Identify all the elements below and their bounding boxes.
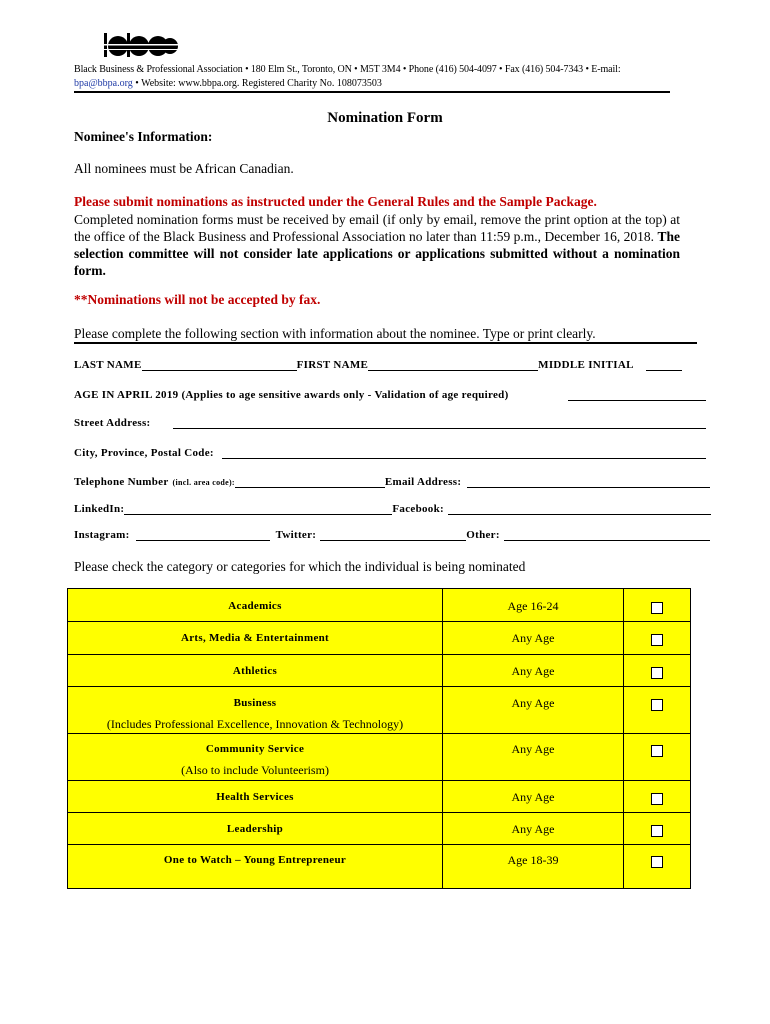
city-label: City, Province, Postal Code:: [74, 447, 214, 459]
phone-row: [74, 475, 710, 488]
first-name-field[interactable]: [368, 358, 538, 371]
facebook-label: Facebook:: [392, 503, 444, 515]
checkbox-cell: [624, 813, 691, 845]
age-label: AGE IN APRIL 2019 (Applies to age sensitive awards only - Validation of age required): [74, 389, 509, 401]
name-row: [74, 358, 706, 371]
age-cell: Any Age: [443, 687, 624, 734]
deadline-paragraph: [74, 211, 680, 279]
category-checkbox-health[interactable]: [651, 793, 663, 805]
last-name-field[interactable]: [142, 358, 297, 371]
table-row: [68, 655, 691, 687]
eligibility-text: All nominees must be African Canadian.: [74, 161, 294, 176]
table-row: [68, 622, 691, 655]
middle-initial-field[interactable]: [646, 358, 682, 371]
email-label: Email Address:: [384, 476, 462, 488]
category-cell: [68, 687, 443, 734]
checkbox-cell: [624, 845, 691, 889]
category-cell: [68, 845, 443, 889]
street-field[interactable]: [173, 416, 706, 429]
age-cell: Age 18-39: [443, 845, 624, 889]
category-checkbox-one-to-watch[interactable]: [651, 856, 663, 868]
complete-instruction: Please complete the following section with information about the nominee. Type or print clearly.: [74, 326, 596, 341]
street-row: [74, 416, 706, 429]
late-text: The selection committee will not consider late applications or applications submitted without a nomination form.: [74, 229, 681, 278]
linkedin-label: LinkedIn:: [74, 503, 125, 515]
checkbox-cell: [624, 734, 691, 781]
table-row: [68, 687, 691, 734]
middle-initial-label: MIDDLE INITIAL: [538, 359, 634, 371]
bbpa-logo: [102, 32, 178, 58]
email-link[interactable]: bpa@bbpa.org: [74, 78, 133, 89]
org-contact-line: Black Business & Professional Association • 180 Elm St., Toronto, ON • M5T 3M4 • Phone (416) 504-4097 • Fax (416) 504-7343 • E-mail:: [74, 64, 621, 75]
table-row: [68, 781, 691, 813]
checkbox-cell: [624, 781, 691, 813]
age-row: [74, 388, 706, 401]
telephone-note: (incl. area code):: [172, 478, 235, 487]
category-cell: [68, 589, 443, 622]
website-text: • Website: www.bbpa.org. Registered Charity No. 108073503: [132, 78, 382, 89]
category-cell: [68, 622, 443, 655]
table-row: [68, 589, 691, 622]
street-label: Street Address:: [74, 417, 151, 429]
checkbox-cell: [624, 589, 691, 622]
other-label: Other:: [466, 529, 500, 541]
page-title: Nomination Form: [327, 110, 443, 126]
email-field[interactable]: [467, 475, 710, 488]
category-checkbox-business[interactable]: [651, 699, 663, 711]
other-field[interactable]: [504, 528, 710, 541]
telephone-label: Telephone Number: [74, 476, 169, 488]
twitter-label: Twitter:: [275, 529, 317, 541]
facebook-field[interactable]: [448, 502, 711, 515]
age-cell: Any Age: [443, 781, 624, 813]
instagram-field[interactable]: [136, 528, 270, 541]
org-contact-line-2: [74, 78, 382, 89]
category-name: Academics: [228, 600, 282, 612]
checkbox-cell: [624, 655, 691, 687]
first-name-label: FIRST NAME: [296, 359, 369, 371]
social-row-2: [74, 528, 710, 541]
category-subtext: (Includes Professional Excellence, Innovation & Technology): [106, 717, 404, 731]
nominee-heading: Nominee's Information:: [74, 129, 213, 144]
age-field[interactable]: [568, 388, 706, 401]
telephone-field[interactable]: [235, 475, 385, 488]
city-field[interactable]: [222, 446, 706, 459]
table-row: [68, 813, 691, 845]
category-cell: [68, 734, 443, 781]
age-cell: Age 16-24: [443, 589, 624, 622]
category-name: Athletics: [232, 665, 278, 677]
category-name: Arts, Media & Entertainment: [180, 632, 330, 644]
checkbox-cell: [624, 622, 691, 655]
category-cell: [68, 813, 443, 845]
categories-intro: Please check the category or categories for which the individual is being nominated: [74, 559, 526, 574]
category-cell: [68, 655, 443, 687]
age-cell: Any Age: [443, 655, 624, 687]
table-row: [68, 734, 691, 781]
category-checkbox-arts[interactable]: [651, 634, 663, 646]
city-row: [74, 446, 706, 459]
category-name: Community Service: [205, 743, 305, 755]
category-cell: [68, 781, 443, 813]
deadline-text: Completed nomination forms must be received by email (if only by email, remove the print option at the top) at the office of the Black Business and Professional Association no later than 11:59 p.m., December 16, 2018.: [74, 212, 680, 244]
checkbox-cell: [624, 687, 691, 734]
category-name: Business: [233, 697, 277, 709]
categories-table: [67, 588, 691, 889]
category-name: Leadership: [226, 823, 284, 835]
twitter-field[interactable]: [320, 528, 466, 541]
submit-instruction: Please submit nominations as instructed under the General Rules and the Sample Package.: [74, 194, 597, 209]
category-checkbox-community[interactable]: [651, 745, 663, 757]
category-checkbox-leadership[interactable]: [651, 825, 663, 837]
age-cell: Any Age: [443, 813, 624, 845]
category-checkbox-academics[interactable]: [651, 602, 663, 614]
category-name: One to Watch – Young Entrepreneur: [163, 854, 347, 866]
section-rule: [74, 342, 697, 344]
last-name-label: LAST NAME: [74, 359, 142, 371]
category-name: Health Services: [216, 791, 294, 803]
instagram-label: Instagram:: [74, 529, 130, 541]
linkedin-field[interactable]: [124, 502, 392, 515]
category-subtext: (Also to include Volunteerism): [181, 763, 329, 777]
age-cell: Any Age: [443, 622, 624, 655]
social-row-1: [74, 502, 711, 515]
header-rule: [74, 91, 670, 93]
fax-note: **Nominations will not be accepted by fax.: [74, 292, 321, 307]
table-row: [68, 845, 691, 889]
age-cell: Any Age: [443, 734, 624, 781]
category-checkbox-athletics[interactable]: [651, 667, 663, 679]
